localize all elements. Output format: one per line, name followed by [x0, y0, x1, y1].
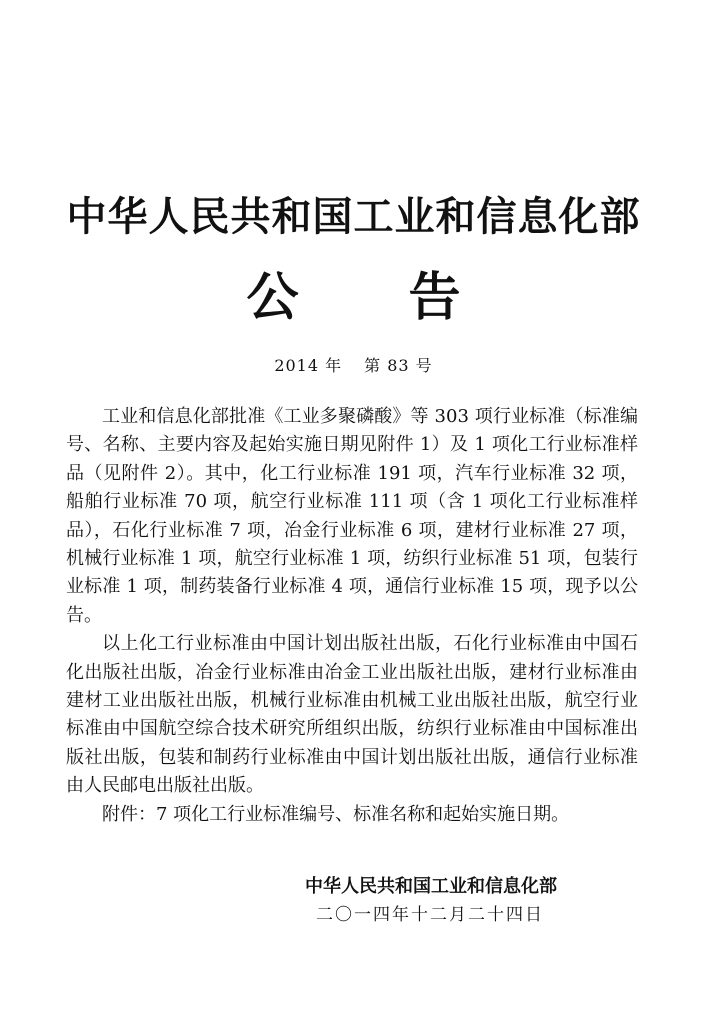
- issue-line: [0, 356, 707, 376]
- issuing-authority: 中华人民共和国工业和信息化部: [305, 876, 557, 897]
- issue-date: 二〇一四年十二月二十四日: [316, 905, 544, 925]
- heading-char-left: 公: [246, 268, 299, 328]
- announcement-body: [66, 403, 638, 829]
- issue-number: 第 83 号: [364, 356, 433, 375]
- document-type-heading: [0, 268, 707, 328]
- ministry-title: 中华人民共和国工业和信息化部: [66, 194, 641, 240]
- body-paragraph: 附件：7 项化工行业标准编号、标准名称和起始实施日期。: [102, 803, 570, 825]
- body-paragraph: 以上化工行业标准由中国计划出版社出版，石化行业标准由中国石化出版社出版，冶金行业标准由冶金工业出版社出版，建材行业标准由建材工业出版社出版，机械行业标准由机械工业出版社出版，航空行业标准由中国航空综合技术研究所组织出版，纺织行业标准由中国标准出版社出版，包装和制药行业标准由中国计划出版社出版，通信行业标准由人民邮电出版社出版。: [66, 633, 638, 797]
- issue-year: 2014 年: [274, 356, 343, 375]
- heading-char-right: 告: [408, 268, 461, 328]
- body-paragraph: 工业和信息化部批准《工业多聚磷酸》等 303 项行业标准（标准编号、名称、主要内容及起始实施日期见附件 1）及 1 项化工行业标准样品（见附件 2）。其中，化工行业标准 191 项，汽车行业标准 32 项，船舶行业标准 70 项，航空行业标准 111 项（含 1 项化工行业标准样品），石化行业标准 7 项，冶金行业标准 6 项，建材行业标准 27 项，机械行业标准 1 项，航空行业标准 1 项，纺织行业标准 51 项，包装行业标准 1 项，制药装备行业标准 4 项，通信行业标准 15 项，现予以公告。: [66, 406, 638, 626]
